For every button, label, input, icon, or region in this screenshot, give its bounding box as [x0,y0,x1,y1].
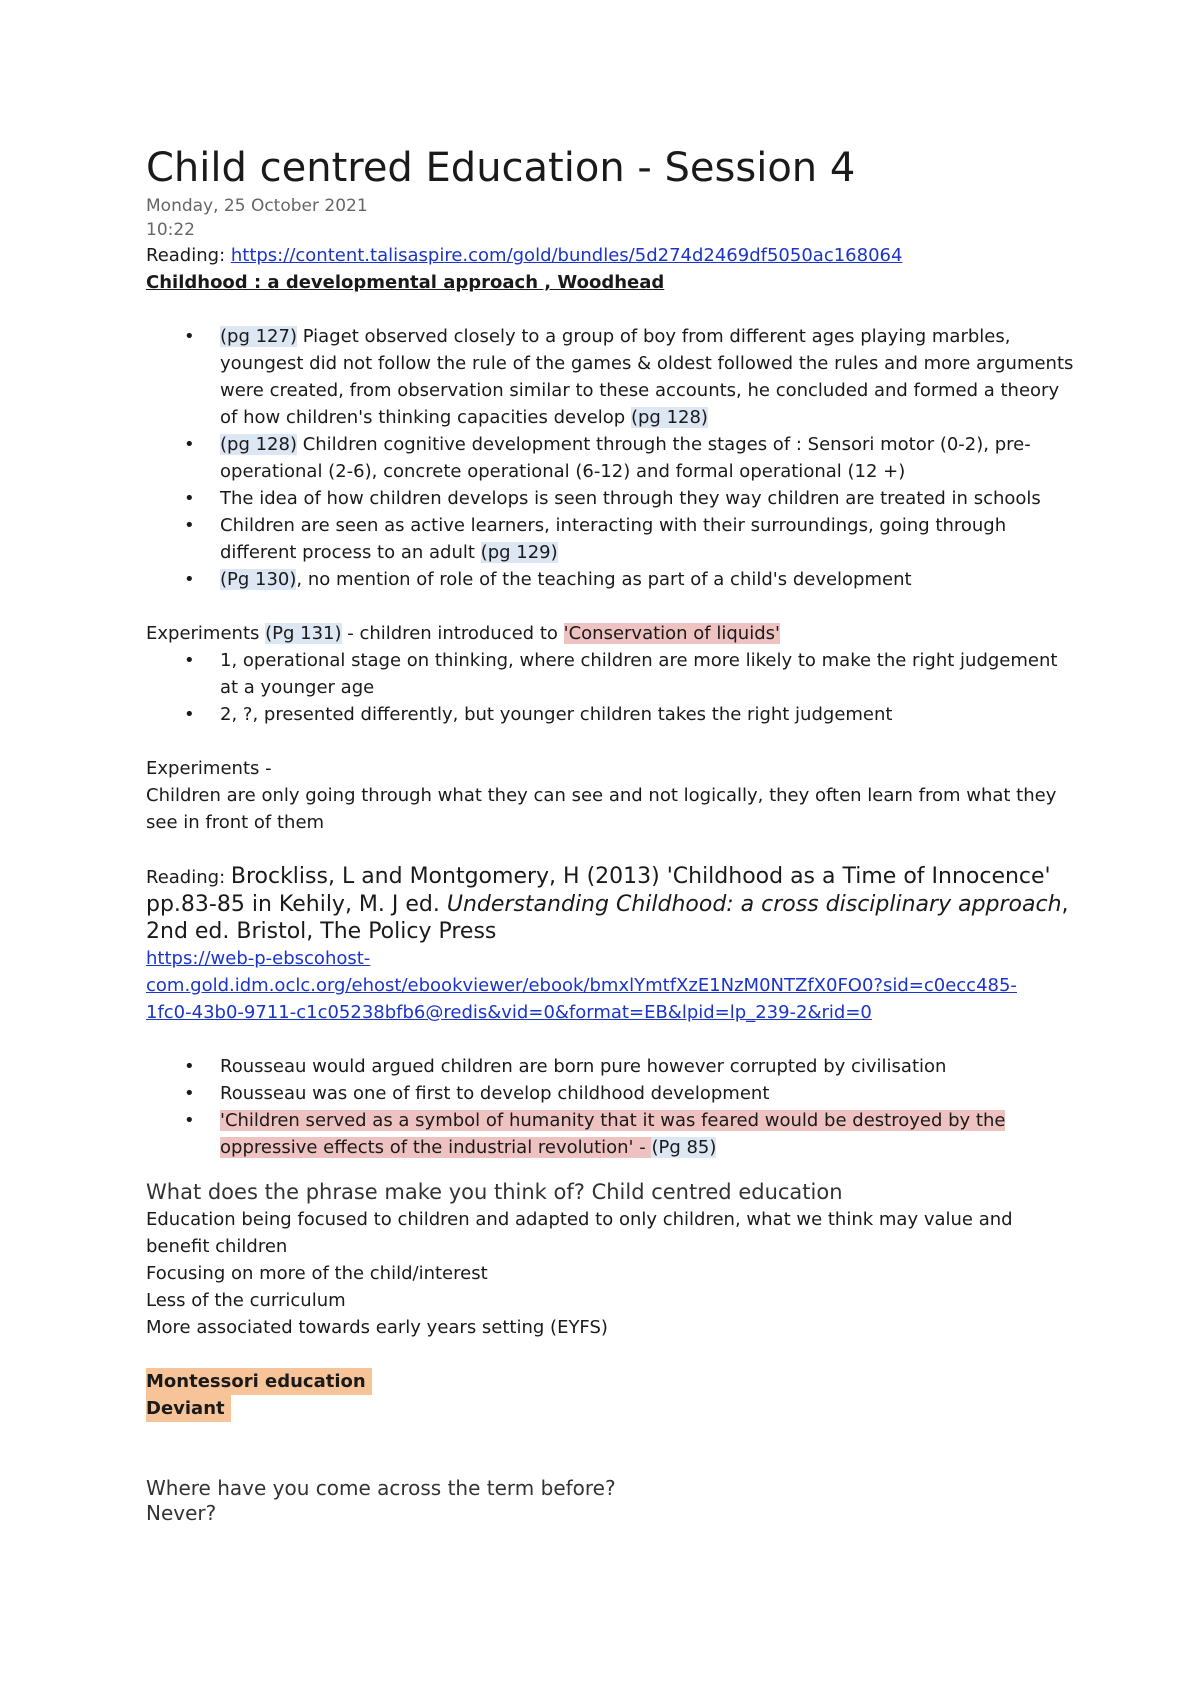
bullet-icon: • [184,434,195,455]
term-deviant: Deviant [146,1395,231,1422]
bullet-icon: • [184,326,195,347]
list-item [146,566,1076,593]
reading-source: Childhood : a developmental approach , Woodhead [146,272,665,293]
bullet-icon: • [184,650,195,671]
notes-bullet-list [146,323,1076,593]
list-item [146,647,1076,701]
bullet-icon: • [184,515,195,536]
answer-line: Education being focused to children and adapted to only children, what we think may value and benefit children [146,1209,1013,1257]
term-montessori: Montessori education [146,1368,372,1395]
list-item [146,323,1076,431]
bullet-text: 2, ?, presented differently, but younger children takes the right judgement [220,704,893,725]
reading-citation: Reading: Brockliss, L and Montgomery, H (2013) 'Childhood as a Time of Innocence' pp.83-85 in Kehily, M. J ed. Understanding Childhood: a cross disciplinary approach, 2nd ed. Bristol, The Policy Press [146,864,1069,944]
bullet-icon: • [184,488,195,509]
bullet-icon: • [184,1083,195,1104]
list-item [146,1080,1076,1107]
list-item [146,485,1076,512]
document-body [146,142,1076,1526]
bullet-icon: • [184,704,195,725]
list-item [146,1107,1076,1161]
question-heading: What does the phrase make you think of? Child centred education [146,1180,843,1204]
question-heading-2: Where have you come across the term before? [146,1476,616,1500]
page-ref: (pg 128) [220,434,297,455]
reading-link[interactable]: https://content.talisaspire.com/gold/bundles/5d274d2469df5050ac168064 [230,245,903,266]
note-date: Monday, 25 October 2021 [146,196,368,216]
bullet-text: Piaget observed closely to a group of boy from different ages playing marbles, youngest did not follow the rule of the games & oldest followed the rules and more arguments were created, from observation similar to these accounts, he concluded and formed a theory of how children's thinking capacities develop [220,326,1074,428]
experiments-heading: Experiments (Pg 131) - children introduced to 'Conservation of liquids' [146,623,780,644]
bullet-text: The idea of how children develops is seen through they way children are treated in schools [220,488,1041,509]
list-item [146,512,1076,566]
term-line [146,1395,1076,1422]
reading-line [146,242,1076,269]
experiments-text: Children are only going through what they can see and not logically, they often learn from what they see in front of them [146,785,1057,833]
bullet-icon: • [184,1110,195,1131]
answer-line: More associated towards early years setting (EYFS) [146,1317,608,1338]
page-title: Child centred Education - Session 4 [146,145,856,191]
highlighted-term: 'Conservation of liquids' [563,623,780,644]
rousseau-list [146,1053,1076,1161]
bullet-icon: • [184,569,195,590]
page-ref: (pg 129) [480,542,558,563]
experiments-heading-2: Experiments - [146,758,272,779]
answer-line: Less of the curriculum [146,1290,346,1311]
list-item [146,431,1076,485]
bullet-icon: • [184,1056,195,1077]
citation-link[interactable]: https://web-p-ebscohost- com.gold.idm.oclc.org/ehost/ebookviewer/ebook/bmxlYmtfXzE1NzM0NTZfX0FO0?sid=c0ecc485- 1fc0-43b0-9711-c1c05238bfb6@redis&vid=0&format=EB&lpid=lp_239-2&rid=0 [146,948,1017,1023]
page-ref: (pg 127) [220,326,297,347]
bullet-text: , no mention of role of the teaching as part of a child's development [296,569,912,590]
highlighted-quote: 'Children served as a symbol of humanity that it was feared would be destroyed by the oppressive effects of the industrial revolution' - [220,1110,1006,1158]
note-time: 10:22 [146,220,195,240]
bullet-text: Rousseau would argued children are born pure however corrupted by civilisation [220,1056,947,1077]
reading-label: Reading: [146,867,231,888]
list-item [146,701,1076,728]
page-ref: (Pg 130) [220,569,297,590]
bullet-text: Rousseau was one of first to develop childhood development [220,1083,770,1104]
experiments-list [146,647,1076,728]
bullet-text: Children cognitive development through the stages of : Sensori motor (0-2), pre-operational (2-6), concrete operational (6-12) and formal operational (12 +) [220,434,1031,482]
bullet-text: 1, operational stage on thinking, where children are more likely to make the right judgement at a younger age [220,650,1058,698]
term-line [146,1368,1076,1395]
page-ref: (Pg 85) [651,1137,717,1158]
page-ref: (Pg 131) [265,623,342,644]
bullet-text: Children are seen as active learners, interacting with their surroundings, going through different process to an adult [220,515,1007,563]
page-ref: (pg 128) [630,407,708,428]
answer-line: Focusing on more of the child/interest [146,1263,488,1284]
list-item [146,1053,1076,1080]
answer-line-2: Never? [146,1501,217,1525]
reading-label: Reading: [146,245,231,266]
